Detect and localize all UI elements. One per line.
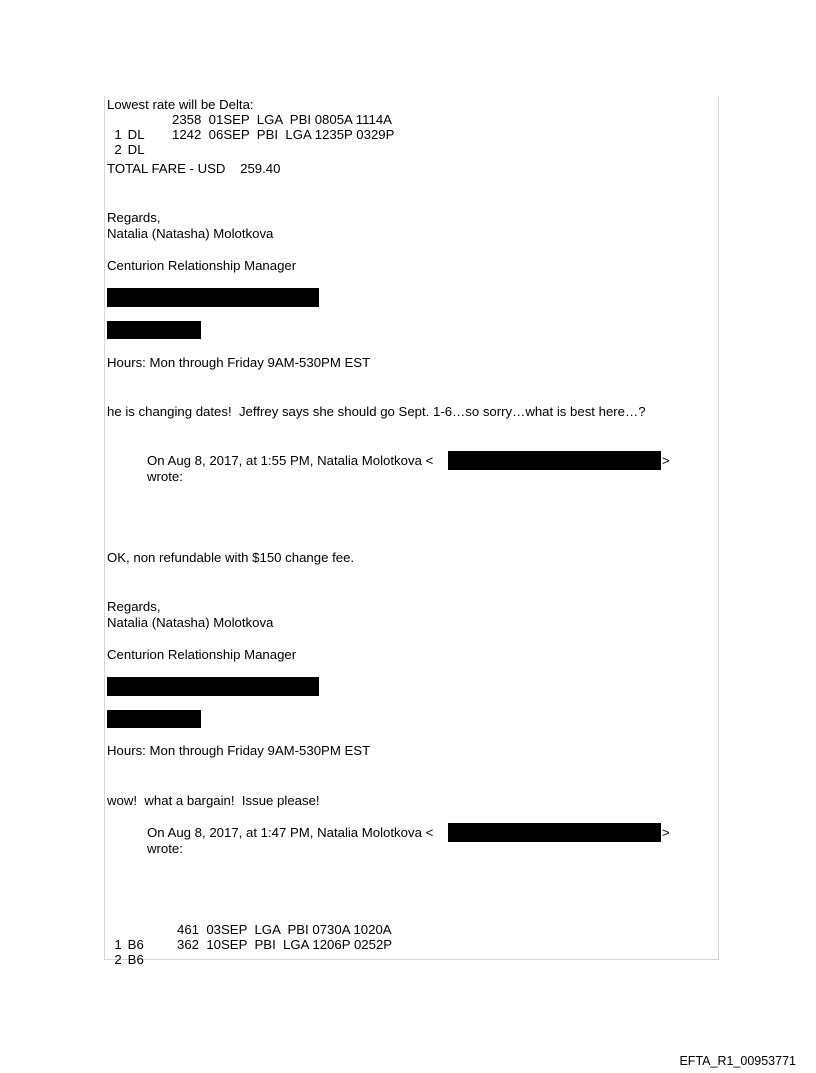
itinerary-row [107, 937, 144, 967]
signature-name: Natalia (Natasha) Molotkova [107, 226, 274, 241]
segment-number: 2 [114, 952, 122, 967]
redaction-bar [107, 321, 201, 339]
segment-number: 1 [114, 937, 122, 952]
itinerary-row [107, 127, 145, 157]
quote-wrote: wrote: [147, 841, 183, 856]
quote-header-suffix: > [662, 453, 670, 468]
message-text: OK, non refundable with $150 change fee. [107, 550, 355, 565]
quote-header-suffix: > [662, 825, 670, 840]
message-text: he is changing dates! Jeffrey says she should go Sept. 1-6…so sorry…what is best here…? [107, 404, 646, 419]
segment-detail: 362 10SEP PBI LGA 1206P 0252P [177, 937, 393, 952]
signature-hours: Hours: Mon through Friday 9AM-530PM EST [107, 355, 371, 370]
total-fare: TOTAL FARE - USD 259.40 [107, 161, 281, 176]
carrier-code: B6 [127, 937, 144, 952]
carrier-code: DL [127, 142, 145, 157]
segment-number: 2 [114, 142, 122, 157]
signature-hours: Hours: Mon through Friday 9AM-530PM EST [107, 743, 371, 758]
signature-regards: Regards, [107, 599, 161, 614]
carrier-code: B6 [127, 952, 144, 967]
itinerary-heading: Lowest rate will be Delta: [107, 97, 254, 112]
redaction-bar [448, 823, 661, 842]
signature-name: Natalia (Natasha) Molotkova [107, 615, 274, 630]
redaction-bar [448, 451, 661, 470]
redaction-bar [107, 677, 319, 696]
quote-header: On Aug 8, 2017, at 1:47 PM, Natalia Molotkova < [147, 825, 434, 840]
carrier-code: DL [127, 127, 145, 142]
redaction-bar [107, 288, 319, 307]
segment-detail: 2358 01SEP LGA PBI 0805A 1114A [172, 112, 392, 127]
signature-title: Centurion Relationship Manager [107, 647, 297, 662]
redaction-bar [107, 710, 201, 728]
message-text: wow! what a bargain! Issue please! [107, 793, 320, 808]
segment-number: 1 [114, 127, 122, 142]
quote-wrote: wrote: [147, 469, 183, 484]
quote-header: On Aug 8, 2017, at 1:55 PM, Natalia Molotkova < [147, 453, 434, 468]
document-id: EFTA_R1_00953771 [679, 1054, 796, 1068]
signature-title: Centurion Relationship Manager [107, 258, 297, 273]
segment-detail: 461 03SEP LGA PBI 0730A 1020A [177, 922, 392, 937]
signature-regards: Regards, [107, 210, 161, 225]
segment-detail: 1242 06SEP PBI LGA 1235P 0329P [172, 127, 395, 142]
